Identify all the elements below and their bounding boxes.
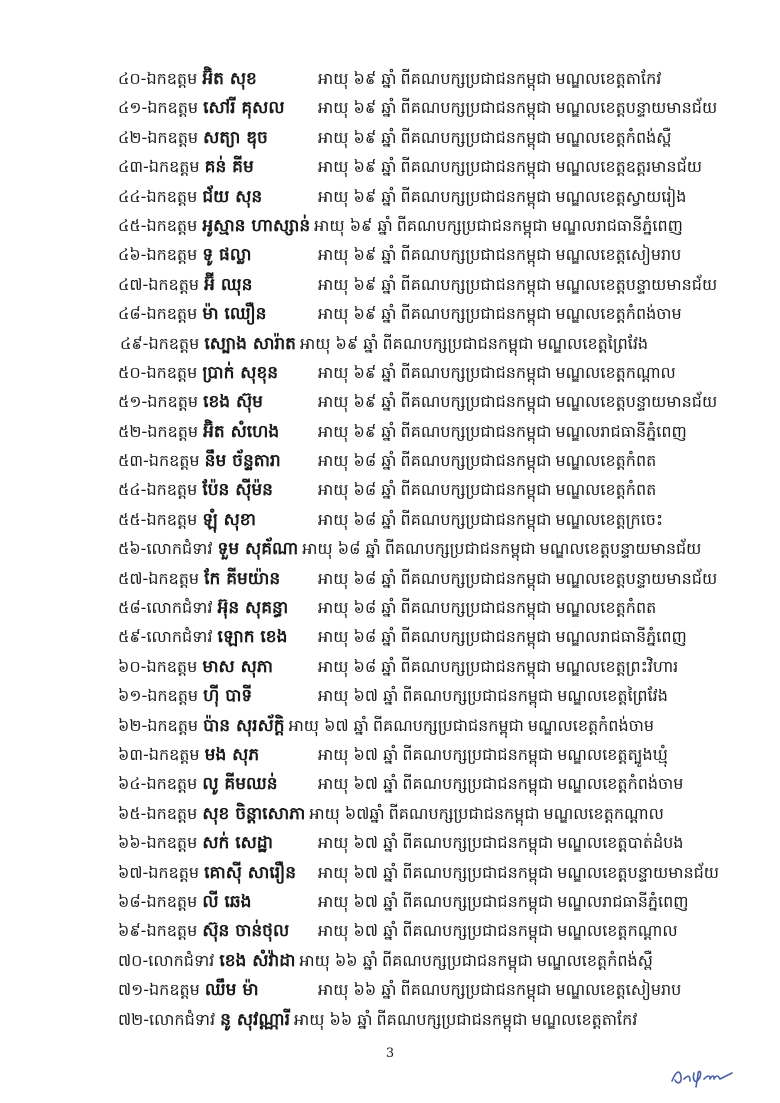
member-name: ខេង សំវ៉ាដា — [219, 950, 296, 971]
list-item — [118, 152, 758, 181]
member-party: ពីគណបក្សប្រជាជនកម្ពុជា — [381, 950, 533, 970]
member-name: សៅរី គុសល — [203, 98, 285, 119]
list-item — [118, 123, 758, 152]
member-party: ពីគណបក្សប្រជាជនកម្ពុជា — [400, 274, 552, 294]
member-party: ពីគណបក្សប្រជាជនកម្ពុជា — [384, 539, 536, 559]
member-region: មណ្ឌលខេត្តតាកែវ — [531, 1009, 638, 1029]
list-item — [118, 505, 758, 534]
member-party: ពីគណបក្សប្រជាជនកម្ពុជា — [400, 98, 552, 118]
member-name: ស៊ុន ចាន់ថុល — [202, 921, 290, 942]
member-party: ពីគណបក្សប្រជាជនកម្ពុជា — [402, 744, 554, 764]
item-number: ៦៦- — [118, 833, 147, 853]
list-item — [118, 681, 758, 710]
item-number: ៤៩- — [120, 333, 149, 353]
member-party: ពីគណបក្សប្រជាជនកម្ពុជា — [402, 774, 554, 794]
member-party: ពីគណបក្សប្រជាជនកម្ពុជា — [388, 803, 540, 823]
item-number: ៥៦- — [118, 539, 147, 559]
member-region: មណ្ឌលរាជធានីភ្នំពេញ — [555, 421, 687, 441]
member-age: អាយុ ៦៦ ឆ្នាំ — [293, 1009, 373, 1029]
member-details — [318, 182, 686, 211]
member-details — [318, 652, 678, 681]
list-item — [118, 769, 758, 798]
member-region: មណ្ឌលខេត្តបន្ទាយមានជ័យ — [555, 274, 718, 294]
member-party: ពីគណបក្សប្រជាជនកម្ពុជា — [376, 1009, 528, 1029]
member-age: អាយុ ៦៧ ឆ្នាំ — [318, 921, 399, 941]
list-item — [118, 417, 758, 446]
member-name: ឈឹម ម៉ា — [204, 980, 259, 1001]
item-number: ៤០- — [118, 69, 147, 88]
member-age: អាយុ ៦៩ ឆ្នាំ — [318, 186, 397, 206]
member-age: អាយុ ៦៧ ឆ្នាំ — [318, 891, 399, 911]
member-region: មណ្ឌលខេត្តស្វាយរៀង — [555, 186, 687, 206]
list-item — [120, 329, 758, 358]
member-party: ពីគណបក្សប្រជាជនកម្ពុជា — [400, 451, 552, 471]
honorific-title: ឯកឧត្តម — [146, 774, 198, 794]
item-number: ៤៨- — [118, 304, 147, 324]
member-region: មណ្ឌលខេត្តកំពត — [555, 480, 657, 500]
member-details — [318, 152, 702, 181]
honorific-title: ឯកឧត្តម — [146, 803, 198, 823]
item-number: ៦៧- — [118, 862, 149, 882]
list-item — [118, 387, 758, 416]
honorific-title: ឯកឧត្តម — [147, 715, 198, 735]
member-region: មណ្ឌលខេត្តកណ្តាល — [557, 921, 678, 941]
item-number: ៦៥- — [118, 803, 147, 823]
member-age: អាយុ ៦៩ ឆ្នាំ — [318, 274, 397, 294]
member-name: ទួម សុគ័ណា — [217, 539, 299, 560]
list-item — [118, 858, 758, 887]
item-number: ៤១- — [118, 98, 148, 118]
member-region: មណ្ឌលខេត្តបន្ទាយមានជ័យ — [555, 98, 718, 118]
member-name: នូ សុវណ្ណារី — [220, 1009, 290, 1030]
member-region: មណ្ឌលខេត្តព្រះវិហារ — [555, 656, 679, 676]
honorific-title: ឯកឧត្តម — [147, 127, 198, 147]
member-details — [318, 887, 689, 916]
member-region: មណ្ឌលខេត្តត្បូងឃ្មុំ — [557, 744, 668, 764]
member-name: សត្យា ឌុច — [203, 127, 268, 148]
list-item — [118, 887, 758, 916]
member-age: អាយុ ៦៦ ឆ្នាំ — [299, 950, 378, 970]
member-details — [318, 417, 687, 446]
member-region: មណ្ឌលខេត្តបន្ទាយមានជ័យ — [555, 568, 718, 588]
member-name: ទូ ផល្លា — [202, 245, 252, 266]
item-number: ៧២- — [118, 1009, 150, 1029]
honorific-title: ឯកឧត្តម — [146, 69, 198, 88]
member-age: អាយុ ៦៨ ឆ្នាំ — [318, 451, 397, 471]
honorific-title: ឯកឧត្តម — [146, 215, 198, 235]
member-age: អាយុ ៦៧ ឆ្នាំ — [288, 715, 369, 735]
member-name: ប៉ាន សុរស័ក្តិ — [203, 715, 285, 736]
member-region: មណ្ឌលខេត្តកំពត — [555, 451, 657, 471]
honorific-title: ឯកឧត្តម — [147, 686, 198, 706]
member-party: ពីគណបក្សប្រជាជនកម្ពុជា — [400, 627, 552, 647]
honorific-title: ឯកឧត្តម — [146, 304, 198, 324]
honorific-title: ឯកឧត្តម — [146, 833, 198, 853]
item-number: ៤៦- — [118, 245, 147, 265]
item-number: ៧១- — [118, 980, 150, 1000]
member-party: ពីគណបក្សប្រជាជនកម្ពុជា — [400, 245, 552, 265]
item-number: ៤៧- — [118, 274, 149, 294]
member-region: មណ្ឌលរាជធានីភ្នំពេញ — [557, 891, 689, 911]
list-item — [118, 299, 758, 328]
list-item — [118, 240, 758, 269]
member-region: មណ្ឌលខេត្តតាកែវ — [555, 69, 662, 88]
member-age: អាយុ ៦៧ ឆ្នាំ — [318, 686, 399, 706]
honorific-title: ឯកឧត្តម — [148, 333, 200, 353]
honorific-title: ឯកឧត្តម — [146, 921, 198, 941]
list-item — [118, 93, 758, 122]
member-details — [318, 858, 719, 887]
honorific-title: ឯកឧត្តម — [147, 392, 198, 412]
item-number: ៤២- — [118, 127, 148, 147]
list-item — [118, 534, 758, 563]
member-party: ពីគណបក្សប្រជាជនកម្ពុជា — [400, 127, 552, 147]
item-number: ៥១- — [118, 392, 148, 412]
member-region: មណ្ឌលខេត្តកំពង់ចាម — [557, 774, 684, 794]
item-number: ៥០- — [118, 362, 147, 382]
member-party: ពីគណបក្សប្រជាជនកម្ពុជា — [400, 157, 552, 177]
member-name: លី ឆេង — [202, 891, 252, 912]
member-name: ស្បោង សារ៉ាត — [204, 333, 296, 354]
member-name: ម៉ា ឈឿន — [202, 304, 267, 325]
member-age: អាយុ ៦៨ ឆ្នាំ — [318, 598, 397, 618]
page-number: 3 — [385, 1046, 395, 1061]
member-name: ប្រាក់ សុខុន — [202, 362, 279, 383]
item-number: ៦០- — [118, 656, 147, 676]
member-name: គន់ គីម — [204, 157, 254, 178]
member-name: ឡុំ សុខា — [202, 509, 256, 530]
member-name: ខេង ស៊ុម — [203, 392, 263, 413]
member-age: អាយុ ៦៩ ឆ្នាំ — [318, 69, 397, 88]
item-number: ៦១- — [118, 686, 148, 706]
list-item — [118, 652, 758, 681]
member-party: ពីគណបក្សប្រជាជនកម្ពុជា — [400, 509, 552, 529]
honorific-title: ឯកឧត្តម — [146, 245, 198, 265]
member-details — [318, 769, 683, 798]
list-item — [118, 975, 758, 1004]
item-number: ៤៥- — [118, 215, 147, 235]
member-region: មណ្ឌលខេត្តសៀមរាប — [555, 245, 682, 265]
member-region: មណ្ឌលខេត្តសៀមរាប — [555, 980, 682, 1000]
member-party: ពីគណបក្សប្រជាជនកម្ពុជា — [400, 480, 552, 500]
list-item — [118, 182, 758, 211]
member-region: មណ្ឌលខេត្តព្រៃវែង — [557, 686, 668, 706]
member-name: ជ័យ សុន — [202, 186, 263, 207]
member-details — [318, 975, 681, 1004]
member-details — [318, 740, 668, 769]
member-region: មណ្ឌលខេត្តព្រៃវែង — [537, 333, 649, 353]
list-item — [118, 446, 758, 475]
member-age: អាយុ ៦៨ ឆ្នាំ — [318, 627, 397, 647]
item-number: ៦២- — [118, 715, 148, 735]
honorific-title: ឯកឧត្តម — [148, 568, 200, 588]
member-age: អាយុ ៦៧ ឆ្នាំ — [318, 744, 399, 764]
member-age: អាយុ ៦៩ ឆ្នាំ — [318, 98, 397, 118]
member-details — [318, 240, 681, 269]
item-number: ៥២- — [118, 421, 148, 441]
member-name: អ៊ិត សុខ — [202, 69, 257, 89]
member-party: ពីគណបក្សប្រជាជនកម្ពុជា — [400, 362, 552, 382]
member-name: អ៊ុន សុគន្ធា — [217, 598, 289, 619]
member-name: អូស្មាន ហាស្សាន់ — [202, 215, 311, 236]
item-number: ៥៥- — [118, 509, 147, 529]
member-details — [318, 123, 671, 152]
member-region: មណ្ឌលរាជធានីភ្នំពេញ — [555, 627, 687, 647]
honorific-title: ឯកឧត្តម — [146, 656, 198, 676]
member-details — [318, 564, 717, 593]
member-region: មណ្ឌលខេត្តបាត់ដំបង — [557, 833, 684, 853]
member-details — [318, 299, 682, 328]
member-details — [318, 93, 717, 122]
member-party: ពីគណបក្សប្រជាជនកម្ពុជា — [400, 186, 552, 206]
member-details — [318, 622, 687, 651]
member-party: ពីគណបក្សប្រជាជនកម្ពុជា — [400, 980, 552, 1000]
honorific-title: ឯកឧត្តម — [148, 157, 200, 177]
member-region: មណ្ឌលខេត្តក្រចេះ — [555, 509, 663, 529]
member-details — [318, 387, 717, 416]
member-name: មង សុភ — [204, 744, 260, 765]
member-region: មណ្ឌលខេត្តកំពង់ស្ពឺ — [536, 950, 653, 970]
member-age: អាយុ ៦៧ ឆ្នាំ — [318, 774, 399, 794]
member-age: អាយុ ៦៩ ឆ្នាំ — [318, 392, 397, 412]
member-age: អាយុ ៦៨ ឆ្នាំ — [302, 539, 381, 559]
honorific-title: លោកជំទាវ — [146, 539, 213, 559]
member-age: អាយុ ៦៧ ឆ្នាំ — [318, 833, 399, 853]
member-details — [318, 828, 683, 857]
member-age: អាយុ ៦៨ ឆ្នាំ — [318, 656, 397, 676]
member-region: មណ្ឌលខេត្តកណ្តាល — [555, 362, 676, 382]
member-party: ពីគណបក្សប្រជាជនកម្ពុជា — [400, 392, 552, 412]
list-item — [118, 593, 758, 622]
member-name: កែ គីមយ៉ាន — [204, 568, 281, 589]
member-party: ពីគណបក្សប្រជាជនកម្ពុជា — [402, 686, 554, 706]
list-item — [118, 916, 758, 945]
member-region: មណ្ឌលខេត្តកណ្តាល — [543, 803, 664, 823]
member-age: អាយុ ៦៩ ឆ្នាំ — [318, 421, 397, 441]
member-name: ហ៊ី បាទី — [203, 686, 253, 707]
member-age: អាយុ ៦៩ ឆ្នាំ — [318, 245, 397, 265]
list-item — [118, 828, 758, 857]
item-number: ៥៤- — [118, 480, 147, 500]
item-number: ៥៧- — [118, 568, 149, 588]
member-age: អាយុ ៦៩ ឆ្នាំ — [318, 127, 397, 147]
member-party: ពីគណបក្សប្រជាជនកម្ពុជា — [400, 598, 552, 618]
honorific-title: លោកជំទាវ — [146, 598, 213, 618]
honorific-title: ឯកឧត្តម — [147, 421, 198, 441]
member-party: ពីគណបក្សប្រជាជនកម្ពុជា — [400, 568, 552, 588]
item-number: ៦៤- — [118, 774, 147, 794]
item-number: ៤៣- — [118, 157, 149, 177]
member-age: អាយុ ៦៩ ឆ្នាំ — [318, 362, 397, 382]
member-details — [318, 916, 678, 945]
handwritten-initials — [668, 1063, 738, 1089]
member-details — [318, 475, 656, 504]
member-region: មណ្ឌលខេត្តកំពង់ចាម — [555, 304, 682, 324]
honorific-title: លោកជំទាវ — [149, 1009, 216, 1029]
member-age: អាយុ ៦៦ ឆ្នាំ — [318, 980, 397, 1000]
member-name: គោស៊ី សារឿន — [204, 862, 297, 883]
member-party: ពីគណបក្សប្រជាជនកម្ពុជា — [402, 891, 554, 911]
list-item — [118, 622, 758, 651]
member-age: អាយុ ៦៩ ឆ្នាំ — [299, 333, 379, 353]
member-party: ពីគណបក្សប្រជាជនកម្ពុជា — [400, 421, 552, 441]
member-age: អាយុ ៦៨ ឆ្នាំ — [318, 509, 397, 529]
list-item — [118, 475, 758, 504]
member-party: ពីគណបក្សប្រជាជនកម្ពុជា — [372, 715, 524, 735]
honorific-title: ឯកឧត្តម — [149, 980, 200, 1000]
member-age: អាយុ ៦៨ ឆ្នាំ — [318, 480, 397, 500]
honorific-title: ឯកឧត្តម — [146, 891, 198, 911]
member-age: អាយុ ៦៧ឆ្នាំ — [309, 803, 385, 823]
honorific-title: ឯកឧត្តម — [147, 98, 198, 118]
list-item — [118, 358, 758, 387]
member-party: ពីគណបក្សប្រជាជនកម្ពុជា — [402, 833, 554, 853]
list-item — [118, 946, 758, 975]
honorific-title: ឯកឧត្តម — [148, 862, 200, 882]
item-number: ៥៣- — [118, 451, 149, 471]
member-party: ពីគណបក្សប្រជាជនកម្ពុជា — [396, 215, 548, 235]
member-party: ពីគណបក្សប្រជាជនកម្ពុជា — [402, 921, 554, 941]
member-name: អ៊ី ឈុន — [204, 274, 253, 295]
member-region: មណ្ឌលរាជធានីភ្នំពេញ — [551, 215, 683, 235]
honorific-title: ឯកឧត្តម — [148, 744, 200, 764]
member-age: អាយុ ៦៩ ឆ្នាំ — [318, 157, 397, 177]
member-region: មណ្ឌលខេត្តកំពង់ចាម — [527, 715, 654, 735]
member-name: សក់ សេដ្ឋា — [202, 833, 273, 854]
honorific-title: ឯកឧត្តម — [148, 274, 200, 294]
member-details — [318, 358, 676, 387]
item-number: ៤៤- — [118, 186, 147, 206]
honorific-title: ឯកឧត្តម — [146, 480, 198, 500]
member-name: មាស សុភា — [202, 656, 273, 677]
item-number: ៦៨- — [118, 891, 147, 911]
member-region: មណ្ឌលខេត្តបន្ទាយមានជ័យ — [539, 539, 702, 559]
list-item — [118, 564, 758, 593]
honorific-title: ឯកឧត្តម — [148, 451, 200, 471]
honorific-title: ឯកឧត្តម — [146, 186, 198, 206]
item-number: ៥៨- — [118, 598, 147, 618]
list-item — [118, 740, 758, 769]
member-details — [318, 681, 668, 710]
list-item — [118, 1005, 758, 1034]
member-name: នឹម ច័ន្ទតារា — [204, 451, 281, 472]
list-item — [118, 270, 758, 299]
member-party: ពីគណបក្សប្រជាជនកម្ពុជា — [400, 304, 552, 324]
honorific-title: ឯកឧត្តម — [146, 509, 198, 529]
member-age: អាយុ ៦៨ ឆ្នាំ — [318, 568, 397, 588]
item-number: ៧០- — [118, 950, 149, 970]
list-item — [118, 711, 758, 740]
member-details — [318, 270, 717, 299]
member-name: សុខ ចិន្តាសោភា — [202, 803, 306, 824]
member-details — [318, 64, 661, 93]
member-region: មណ្ឌលខេត្តកំពត — [555, 598, 657, 618]
honorific-title: លោកជំទាវ — [146, 627, 213, 647]
member-name: ប៉ែន ស៊ីម៉ន — [202, 480, 273, 501]
member-details — [318, 505, 663, 534]
member-age: អាយុ ៦៩ ឆ្នាំ — [314, 215, 393, 235]
honorific-title: ឯកឧត្តម — [146, 362, 198, 382]
member-party: ពីគណបក្សប្រជាជនកម្ពុជា — [400, 69, 552, 88]
member-name: លូ គីមឈន់ — [202, 774, 278, 795]
list-item — [118, 799, 758, 828]
honorific-title: លោកជំទាវ — [148, 950, 215, 970]
member-age: អាយុ ៦៧ ឆ្នាំ — [318, 862, 399, 882]
member-age: អាយុ ៦៩ ឆ្នាំ — [318, 304, 397, 324]
item-number: ៦៣- — [118, 744, 149, 764]
list-item — [118, 64, 758, 93]
member-name: ឡោក ខេង — [217, 627, 288, 648]
member-region: មណ្ឌលខេត្តបន្ទាយមានជ័យ — [555, 392, 718, 412]
item-number: ៦៩- — [118, 921, 147, 941]
member-region: មណ្ឌលខេត្តឧត្តរមានជ័យ — [555, 157, 702, 177]
member-details — [318, 593, 656, 622]
member-list — [118, 64, 758, 1034]
member-party: ពីគណបក្សប្រជាជនកម្ពុជា — [400, 656, 552, 676]
member-name: អ៊ិត សំហេង — [203, 421, 280, 442]
member-region: មណ្ឌលខេត្តកំពង់ស្ពឺ — [555, 127, 672, 147]
item-number: ៥៩- — [118, 627, 147, 647]
member-region: មណ្ឌលខេត្តបន្ទាយមានជ័យ — [557, 862, 719, 882]
member-party: ពីគណបក្សប្រជាជនកម្ពុជា — [402, 862, 554, 882]
list-item — [118, 211, 758, 240]
member-party: ពីគណបក្សប្រជាជនកម្ពុជា — [382, 333, 534, 353]
member-details — [318, 446, 656, 475]
